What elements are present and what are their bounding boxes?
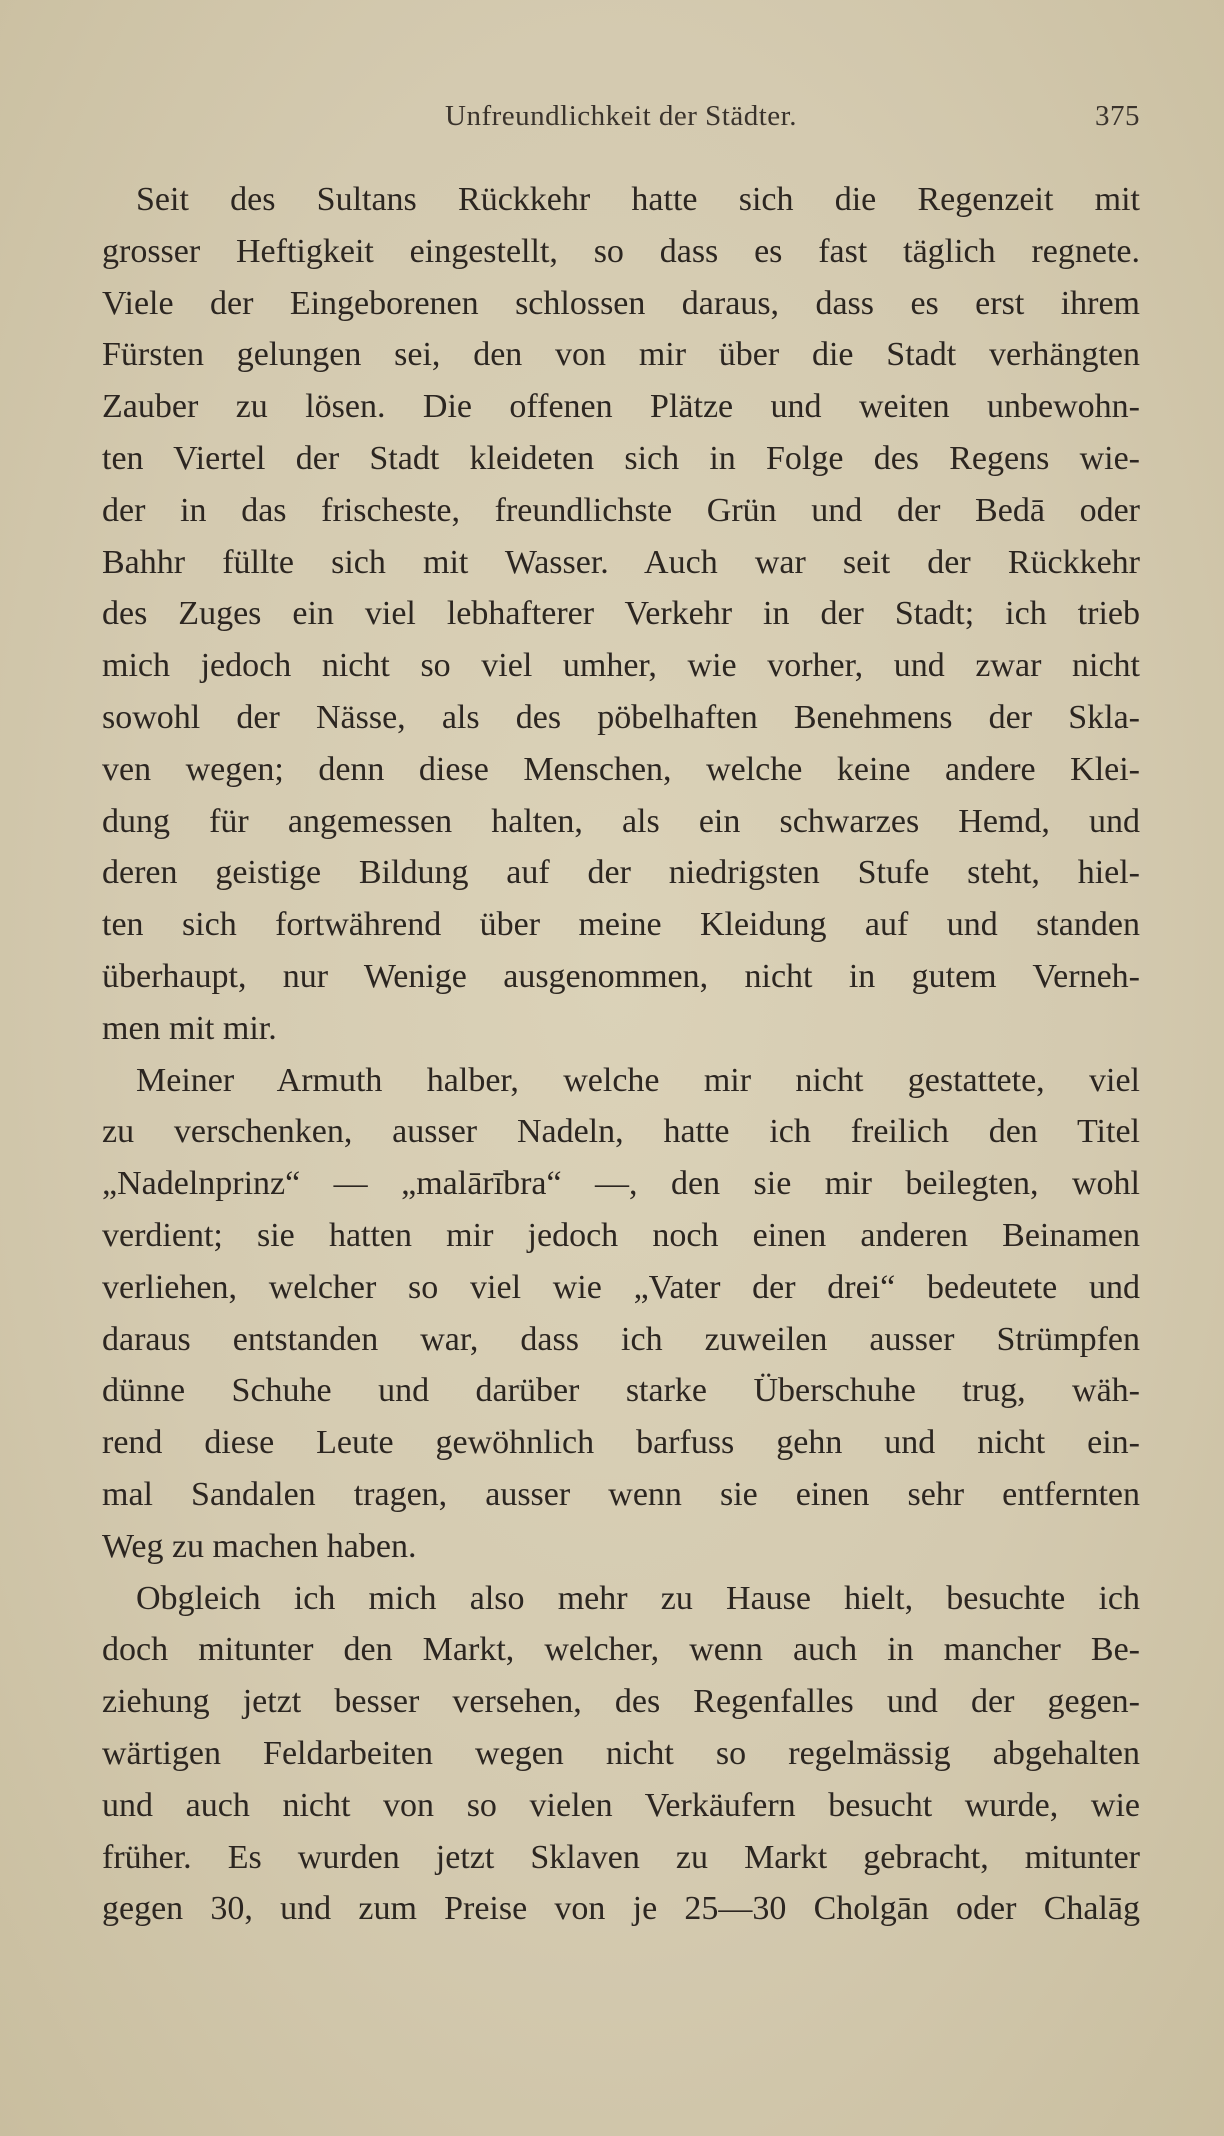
text-line: „Nadelnprinz“ — „malārībra“ —, den sie mir beilegten, wohl: [102, 1165, 1140, 1203]
text-line: Viele der Eingeborenen schlossen daraus, dass es erst ihrem: [102, 284, 1140, 322]
text-line: verliehen, welcher so viel wie „Vater der drei“ bedeutete und: [102, 1268, 1140, 1306]
text-line: Weg zu machen haben.: [102, 1527, 417, 1565]
text-line: grosser Heftigkeit eingestellt, so dass es fast täglich regnete.: [102, 232, 1140, 270]
text-line: zu verschenken, ausser Nadeln, hatte ich freilich den Titel: [102, 1113, 1140, 1151]
text-line: Seit des Sultans Rückkehr hatte sich die Regenzeit mit: [136, 181, 1140, 218]
text-line: ten sich fortwährend über meine Kleidung auf und standen: [102, 906, 1140, 944]
text-line: des Zuges ein viel lebhafterer Verkehr in der Stadt; ich trieb: [102, 595, 1140, 633]
page-number: 375: [1095, 100, 1140, 132]
body-text: [102, 174, 1140, 1935]
text-line: dünne Schuhe und darüber starke Überschuhe trug, wäh-: [102, 1372, 1140, 1410]
text-line: ziehung jetzt besser versehen, des Regenfalles und der gegen-: [102, 1683, 1140, 1721]
text-line: ten Viertel der Stadt kleideten sich in Folge des Regens wie-: [102, 439, 1140, 477]
text-line: dung für angemessen halten, als ein schwarzes Hemd, und: [102, 802, 1140, 840]
text-line: rend diese Leute gewöhnlich barfuss gehn und nicht ein-: [102, 1424, 1140, 1462]
paragraph: [102, 1573, 1140, 1936]
text-line: sowohl der Nässe, als des pöbelhaften Benehmens der Skla-: [102, 698, 1140, 736]
text-line: mal Sandalen tragen, ausser wenn sie einen sehr entfernten: [102, 1475, 1140, 1513]
paragraph: [102, 174, 1140, 1055]
text-line: und auch nicht von so vielen Verkäufern besucht wurde, wie: [102, 1786, 1140, 1824]
paragraph: [102, 1055, 1140, 1573]
text-line: Obgleich ich mich also mehr zu Hause hielt, besuchte ich: [136, 1579, 1140, 1617]
text-line: daraus entstanden war, dass ich zuweilen ausser Strümpfen: [102, 1320, 1140, 1358]
text-line: Fürsten gelungen sei, den von mir über die Stadt verhängten: [102, 336, 1140, 374]
text-line: der in das frischeste, freundlichste Grün und der Bedā oder: [102, 491, 1140, 529]
running-head: [102, 100, 1140, 148]
text-line: men mit mir.: [102, 1009, 277, 1047]
running-title: Unfreundlichkeit der Städter.: [445, 100, 797, 132]
text-line: überhaupt, nur Wenige ausgenommen, nicht in gutem Verneh-: [102, 957, 1140, 995]
text-line: früher. Es wurden jetzt Sklaven zu Markt gebracht, mitunter: [102, 1838, 1140, 1876]
text-line: Bahhr füllte sich mit Wasser. Auch war seit der Rückkehr: [102, 543, 1140, 581]
text-line: verdient; sie hatten mir jedoch noch einen anderen Beinamen: [102, 1216, 1140, 1254]
text-line: doch mitunter den Markt, welcher, wenn auch in mancher Be-: [102, 1631, 1140, 1669]
text-line: deren geistige Bildung auf der niedrigsten Stufe steht, hiel-: [102, 854, 1140, 892]
text-line: Zauber zu lösen. Die offenen Plätze und weiten unbewohn-: [102, 388, 1140, 426]
text-line: mich jedoch nicht so viel umher, wie vorher, und zwar nicht: [102, 647, 1140, 685]
text-line: wärtigen Feldarbeiten wegen nicht so regelmässig abgehalten: [102, 1734, 1140, 1772]
text-line: gegen 30, und zum Preise von je 25—30 Cholgān oder Chalāg: [102, 1890, 1140, 1928]
text-line: Meiner Armuth halber, welche mir nicht gestattete, viel: [136, 1061, 1140, 1099]
text-line: ven wegen; denn diese Menschen, welche keine andere Klei-: [102, 750, 1140, 788]
